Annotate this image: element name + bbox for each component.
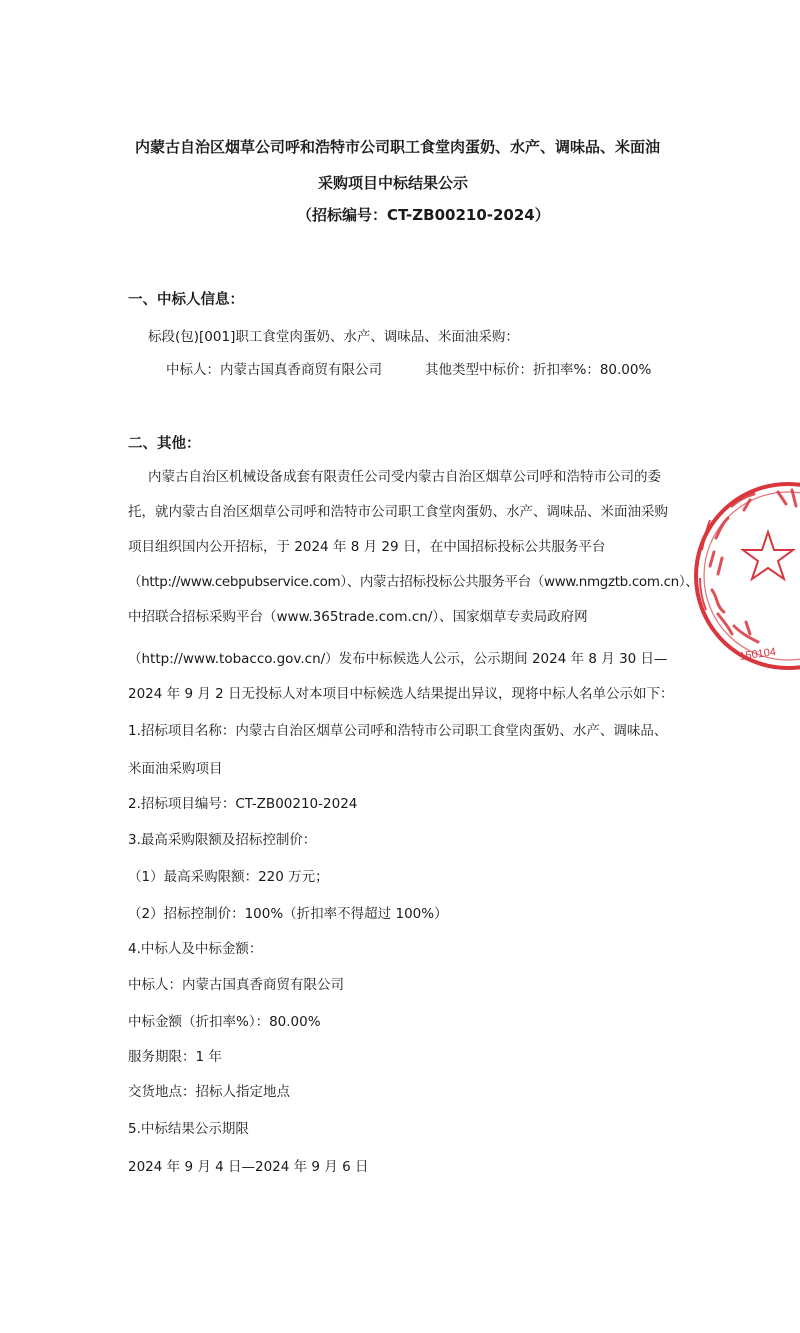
paragraph-line: 托，就内蒙古自治区烟草公司呼和浩特市公司职工食堂肉蛋奶、水产、调味品、米面油采购 — [128, 504, 668, 520]
tender-code: （招标编号：CT-ZB00210-2024） — [297, 206, 550, 224]
official-seal-stamp — [688, 478, 800, 674]
paragraph-line: 中招联合招标采购平台（www.365trade.com.cn/）、国家烟草专卖局政府网 — [128, 609, 588, 625]
item-line: 米面油采购项目 — [128, 761, 223, 777]
item-line: （2）招标控制价：100%（折扣率不得超过 100%） — [128, 906, 448, 922]
lot-line: 标段(包)[001]职工食堂肉蛋奶、水产、调味品、米面油采购： — [148, 329, 519, 345]
winner-line: 中标人：内蒙古国真香商贸有限公司 — [166, 362, 382, 378]
paragraph-line: 内蒙古自治区机械设备成套有限责任公司受内蒙古自治区烟草公司呼和浩特市公司的委 — [148, 469, 661, 485]
title-line-2: 采购项目中标结果公示 — [318, 174, 469, 192]
item-line: 2.招标项目编号：CT-ZB00210-2024 — [128, 796, 358, 812]
paragraph-line: 项目组织国内公开招标，于 2024 年 8 月 29 日，在中国招标投标公共服务平台 — [128, 539, 606, 555]
paragraph-line: （http://www.cebpubservice.com）、内蒙古招标投标公共服务平台（www.nmgztb.com.cn）、 — [128, 574, 699, 590]
paragraph-line: （http://www.tobacco.gov.cn/）发布中标候选人公示，公示期间 2024 年 8 月 30 日— — [128, 651, 668, 667]
section-2-heading: 二、其他： — [128, 436, 201, 452]
item-line: 中标人：内蒙古国真香商贸有限公司 — [128, 977, 344, 993]
item-line: （1）最高采购限额：220 万元； — [128, 869, 329, 885]
title-line-1: 内蒙古自治区烟草公司呼和浩特市公司职工食堂肉蛋奶、水产、调味品、米面油 — [135, 138, 661, 156]
item-line: 交货地点：招标人指定地点 — [128, 1084, 290, 1100]
item-line: 中标金额（折扣率%）：80.00% — [128, 1014, 321, 1030]
star-icon — [743, 532, 793, 579]
item-line: 3.最高采购限额及招标控制价： — [128, 832, 317, 848]
item-line: 4.中标人及中标金额： — [128, 941, 263, 957]
item-line: 1.招标项目名称：内蒙古自治区烟草公司呼和浩特市公司职工食堂肉蛋奶、水产、调味品、 — [128, 723, 668, 739]
item-line: 2024 年 9 月 4 日—2024 年 9 月 6 日 — [128, 1159, 369, 1175]
seal-number: 150104 — [738, 645, 777, 663]
price-line: 其他类型中标价：折扣率%：80.00% — [425, 362, 652, 378]
paragraph-line: 2024 年 9 月 2 日无投标人对本项目中标候选人结果提出异议，现将中标人名单公示如下： — [128, 686, 674, 702]
item-line: 5.中标结果公示期限 — [128, 1121, 249, 1137]
item-line: 服务期限：1 年 — [128, 1049, 222, 1065]
section-1-heading: 一、中标人信息： — [128, 292, 244, 308]
